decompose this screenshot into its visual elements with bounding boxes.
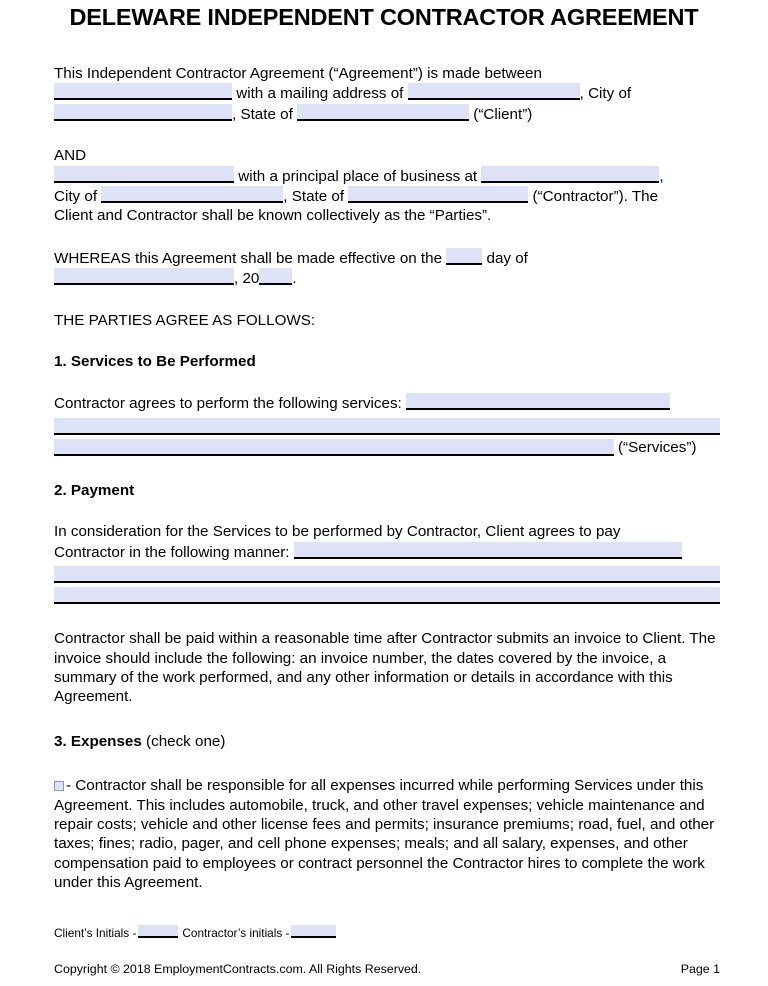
initials-line	[54, 925, 340, 941]
expenses-option-1-text: - Contractor shall be responsible for all expenses incurred while performing Services under this Agreement. This includes automobile, truck, and other travel expenses; vehicle maintenance and repair costs; vehicle and other license fees and permits; insurance premiums; road, fuel, and other taxes; fines; radio, pager, and cell phone expenses; meals; and all salary, expenses, and other compensation paid to employees or contract personnel the Contractor hires to complete the work under this Agreement.	[54, 777, 715, 892]
payment-lead-2: Contractor in the following manner:	[54, 543, 290, 561]
services-line-1-field[interactable]	[406, 393, 670, 410]
section-3-heading-note: (check one)	[146, 732, 226, 750]
principal-place-label: with a principal place of business at	[238, 167, 478, 185]
payment-paragraph	[54, 522, 720, 604]
section-3-heading	[54, 732, 720, 751]
checkbox-icon[interactable]	[54, 781, 64, 791]
effective-day-field[interactable]	[446, 248, 482, 265]
page-footer	[54, 961, 720, 977]
spacer	[54, 500, 720, 522]
parties-line: Client and Contractor shall be known collectively as the “Parties”.	[54, 207, 492, 225]
payment-line-3-field[interactable]	[54, 587, 720, 604]
client-city-label: , City of	[579, 85, 632, 103]
year-prefix: , 20	[234, 270, 260, 288]
section-2-heading: 2. Payment	[54, 481, 135, 499]
copyright-text: Copyright © 2018 EmploymentContracts.com. All Rights Reserved.	[54, 962, 422, 976]
services-line-2-field[interactable]	[54, 418, 720, 435]
and-comma: ,	[659, 167, 664, 185]
spacer	[54, 751, 720, 776]
client-city-field[interactable]	[54, 104, 232, 121]
contractor-state-field[interactable]	[348, 186, 528, 203]
spacer	[54, 330, 720, 352]
day-of-label: day of	[486, 249, 528, 267]
contractor-tag: (“Contractor”). The	[532, 188, 659, 206]
client-initials-label: Client’s Initials -	[54, 926, 137, 940]
page-title: DELEWARE INDEPENDENT CONTRACTOR AGREEMENT	[69, 4, 699, 30]
spacer	[54, 604, 720, 629]
invoice-paragraph: Contractor shall be paid within a reasonable time after Contractor submits an invoice to Client. The invoice should include the following: an invoice number, the dates covered by the invoice, a summary of the work performed, and any other information or details in accordance with this Agreement.	[54, 630, 716, 706]
effective-month-field[interactable]	[54, 268, 234, 285]
effective-year-field[interactable]	[259, 268, 292, 285]
spacer	[54, 707, 720, 732]
intro-paragraph	[54, 64, 720, 124]
whereas-period: .	[292, 270, 297, 288]
section-3-heading-bold: 3. Expenses	[54, 732, 142, 750]
page-number: Page 1	[680, 962, 720, 976]
contractor-name-field[interactable]	[54, 166, 234, 183]
services-paragraph	[54, 393, 720, 455]
contractor-city-field[interactable]	[101, 186, 283, 203]
client-state-label: , State of	[232, 105, 293, 123]
agree-line: THE PARTIES AGREE AS FOLLOWS:	[54, 311, 316, 329]
services-line-3-row	[54, 439, 720, 456]
document-body	[54, 64, 720, 893]
services-lead: Contractor agrees to perform the following services:	[54, 395, 402, 413]
client-address-field[interactable]	[408, 83, 580, 100]
and-label: AND	[54, 147, 87, 165]
spacer	[54, 226, 720, 248]
contractor-state-label: , State of	[283, 188, 345, 206]
client-name-field[interactable]	[54, 83, 232, 100]
contractor-city-label: City of	[54, 188, 98, 206]
spacer	[54, 456, 720, 481]
payment-lead-1: In consideration for the Services to be performed by Contractor, Client agrees to pay	[54, 523, 621, 541]
services-tag: (“Services”)	[618, 438, 697, 456]
services-line-3-field[interactable]	[54, 439, 614, 456]
intro-line-1: This Independent Contractor Agreement (“Agreement”) is made between	[54, 65, 542, 82]
spacer	[54, 124, 720, 146]
client-state-field[interactable]	[297, 104, 469, 121]
section-1-heading: 1. Services to Be Performed	[54, 353, 256, 371]
client-tag: (“Client”)	[473, 105, 533, 123]
spacer	[54, 289, 720, 311]
expenses-option-1	[54, 776, 720, 892]
payment-line-1-field[interactable]	[294, 542, 682, 559]
client-initials-field[interactable]	[138, 925, 178, 938]
mailing-address-label: with a mailing address of	[236, 85, 404, 103]
contractor-address-field[interactable]	[481, 166, 659, 183]
effective-date-paragraph	[54, 248, 720, 289]
contractor-paragraph	[54, 146, 720, 226]
contractor-initials-label: Contractor’s initials -	[182, 926, 290, 940]
payment-line-2-field[interactable]	[54, 566, 720, 583]
whereas-lead: WHEREAS this Agreement shall be made effective on the	[54, 249, 443, 267]
contractor-initials-field[interactable]	[291, 925, 336, 938]
spacer	[54, 371, 720, 393]
